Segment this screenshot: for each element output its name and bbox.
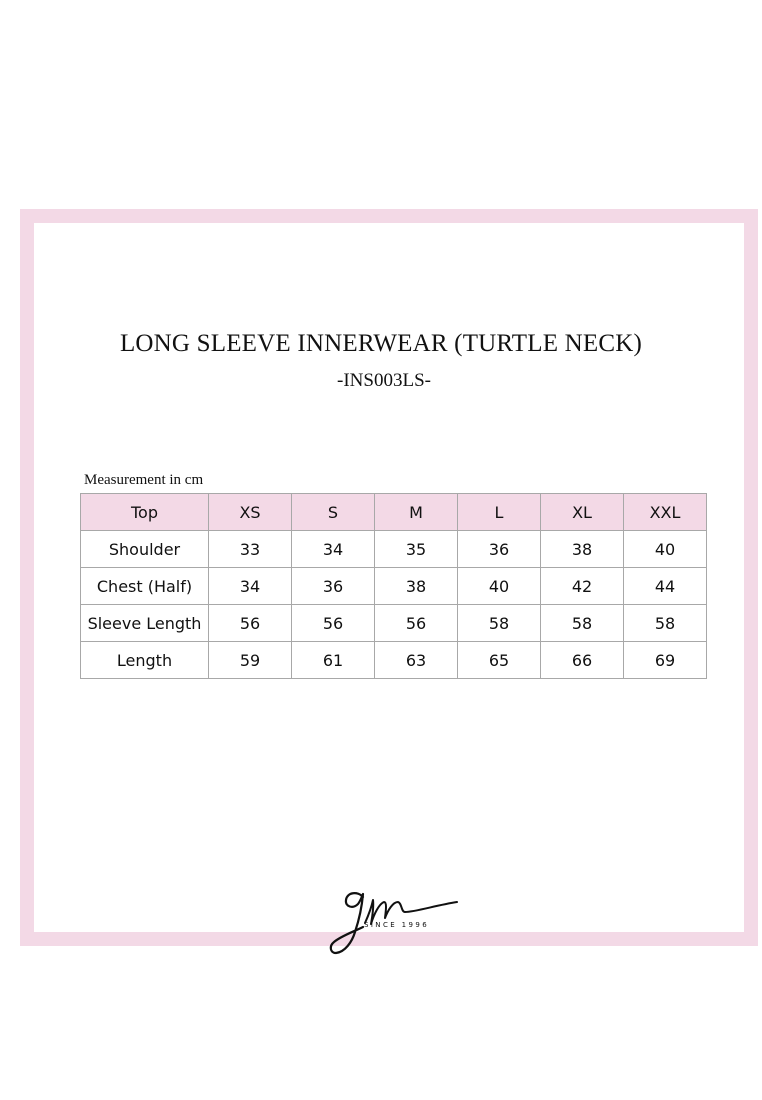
table-cell: 44 xyxy=(624,568,707,605)
page-title: LONG SLEEVE INNERWEAR (TURTLE NECK) xyxy=(119,330,643,357)
table-cell: 36 xyxy=(458,531,541,568)
header-cell-s: S xyxy=(292,494,375,531)
table-cell: 65 xyxy=(458,642,541,679)
table-cell: 38 xyxy=(541,531,624,568)
row-label: Length xyxy=(81,642,209,679)
logo-tagline: SINCE 1996 xyxy=(364,921,430,929)
table-cell: 56 xyxy=(209,605,292,642)
table-cell: 66 xyxy=(541,642,624,679)
measurement-caption: Measurement in cm xyxy=(84,472,204,488)
table-cell: 38 xyxy=(375,568,458,605)
table-header-row xyxy=(81,494,707,531)
header-cell-xs: XS xyxy=(209,494,292,531)
table-row xyxy=(81,568,707,605)
table-cell: 58 xyxy=(624,605,707,642)
table-cell: 58 xyxy=(458,605,541,642)
table-cell: 40 xyxy=(458,568,541,605)
table-cell: 34 xyxy=(292,531,375,568)
table-cell: 42 xyxy=(541,568,624,605)
table-row xyxy=(81,531,707,568)
table-cell: 69 xyxy=(624,642,707,679)
size-chart-table xyxy=(80,493,707,679)
table-cell: 61 xyxy=(292,642,375,679)
header-cell-m: M xyxy=(375,494,458,531)
table-cell: 63 xyxy=(375,642,458,679)
gm-logo-icon xyxy=(325,880,465,955)
product-code: -INS003LS- xyxy=(337,370,431,391)
row-label: Chest (Half) xyxy=(81,568,209,605)
table-cell: 36 xyxy=(292,568,375,605)
table-cell: 56 xyxy=(375,605,458,642)
header-cell-l: L xyxy=(458,494,541,531)
table-cell: 34 xyxy=(209,568,292,605)
header-cell-top: Top xyxy=(81,494,209,531)
table-row xyxy=(81,642,707,679)
table-cell: 40 xyxy=(624,531,707,568)
table-cell: 58 xyxy=(541,605,624,642)
header-cell-xxl: XXL xyxy=(624,494,707,531)
table-cell: 59 xyxy=(209,642,292,679)
table-cell: 56 xyxy=(292,605,375,642)
table-cell: 33 xyxy=(209,531,292,568)
table-row xyxy=(81,605,707,642)
row-label: Shoulder xyxy=(81,531,209,568)
table-cell: 35 xyxy=(375,531,458,568)
row-label: Sleeve Length xyxy=(81,605,209,642)
header-cell-xl: XL xyxy=(541,494,624,531)
